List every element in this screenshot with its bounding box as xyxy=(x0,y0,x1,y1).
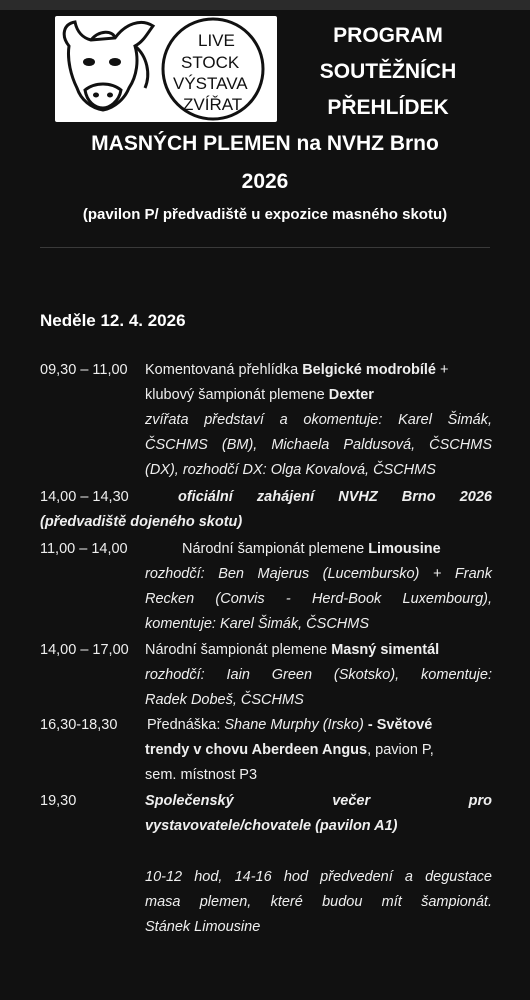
schedule-time: 14,00 – 14,30 xyxy=(40,489,129,505)
top-bar xyxy=(0,0,530,10)
bull-head-icon xyxy=(55,16,277,122)
title-line: PŘEHLÍDEK xyxy=(327,96,449,119)
divider xyxy=(40,247,490,248)
schedule-text: Společenský večer pro vystavovatele/chovatele (pavilon A1) xyxy=(145,793,492,834)
schedule-text: Národní šampionát plemene Masný simentál rozhodčí: Iain Green (Skotsko), komentuje: Radek Dobeš, ČSCHMS xyxy=(145,642,492,708)
date-heading: Neděle 12. 4. 2026 xyxy=(40,311,186,330)
svg-text:LIVE: LIVE xyxy=(198,31,235,50)
schedule-text: Národní šampionát plemene Limousine rozhodčí: Ben Majerus (Lucembursko) + Frank Recken (Convis - Herd-Book Luxembourg), komentuje: Karel Šimák, ČSCHMS xyxy=(145,541,492,632)
title-line: PROGRAM xyxy=(333,24,443,47)
svg-text:STOCK: STOCK xyxy=(181,53,240,72)
subtitle-line-1: MASNÝCH PLEMEN na NVHZ Brno xyxy=(91,132,439,155)
schedule-text: Přednáška: Shane Murphy (Irsko) - Světové trendy v chovu Aberdeen Angus, pavion P, sem. místnost P3 xyxy=(145,717,434,783)
schedule-time: 09,30 – 11,00 xyxy=(40,362,128,378)
schedule-text: oficiální zahájení NVHZ Brno 2026 xyxy=(178,489,492,505)
schedule-time: 14,00 – 17,00 xyxy=(40,642,129,658)
svg-text:VÝSTAVA: VÝSTAVA xyxy=(173,74,248,93)
subtitle-year: 2026 xyxy=(241,170,289,193)
event-logo xyxy=(55,16,277,122)
schedule-location: (předvadiště dojeného skotu) xyxy=(40,514,243,530)
schedule-time: 19,30 xyxy=(40,793,77,809)
location-note: (pavilon P/ předvadiště u expozice masného skotu) xyxy=(82,206,448,223)
schedule-time: 11,00 – 14,00 xyxy=(40,541,128,557)
svg-text:ZVÍŘAT: ZVÍŘAT xyxy=(183,95,243,114)
program-title xyxy=(296,18,480,126)
title-line: SOUTĚŽNÍCH xyxy=(319,60,457,83)
schedule-text: Komentovaná přehlídka Belgické modrobílé + klubový šampionát plemene Dexter zvířata představí a okomentuje: Karel Šimák, ČSCHMS (BM), Michaela Paldusová, ČSCHMS (DX), rozhodčí DX: Olga Kovalová, ČSCHMS xyxy=(145,362,492,478)
schedule-time: 16,30-18,30 xyxy=(40,717,118,733)
note-text: 10-12 hod, 14-16 hod předvedení a degustace masa plemen, které budou mít šampionát. Stánek Limousine xyxy=(145,869,492,935)
